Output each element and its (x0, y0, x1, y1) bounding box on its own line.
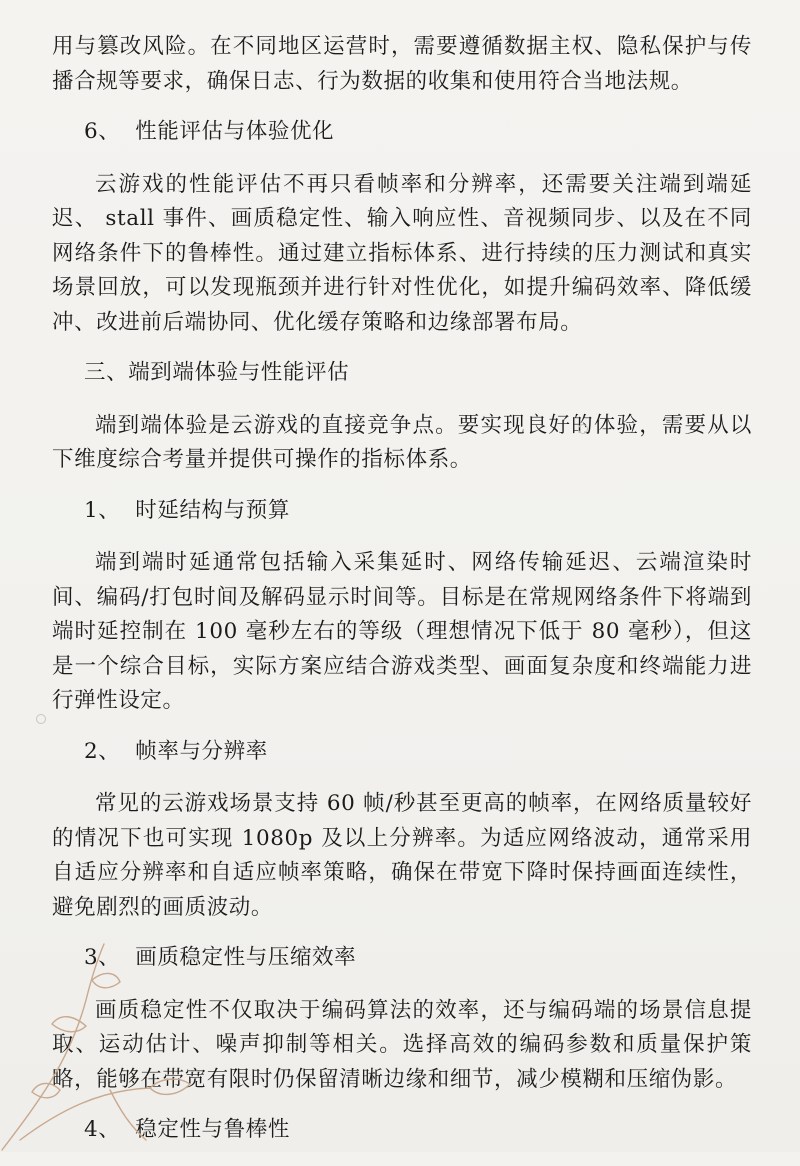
section-heading: 2、 帧率与分辨率 (84, 738, 268, 764)
section-heading: 3、 画质稳定性与压缩效率 (84, 945, 357, 970)
body-paragraph: 端到端体验是云游戏的直接竞争点。要实现良好的体验，需要从以下维度综合考量并提供可操作的指标体系。 (52, 412, 752, 472)
body-paragraph: 端到端时延通常包括输入采集延时、网络传输延迟、云端渲染时间、编码/打包时间及解码显示时间等。目标是在常规网络条件下将端到端时延控制在 100 毫秒左右的等级（理想情况下低于 80 毫秒），但这是一个综合目标，实际方案应结合游戏类型、画面复杂度和终端能力进行弹性设定。 (52, 550, 752, 713)
decorative-dot (36, 714, 46, 724)
body-paragraph: 用与篡改风险。在不同地区运营时，需要遵循数据主权、隐私保护与传播合规等要求，确保日志、行为数据的收集和使用符合当地法规。 (52, 34, 752, 94)
decorative-vine-icon (0, 940, 220, 1152)
section-heading: 1、 时延结构与预算 (84, 497, 290, 523)
body-paragraph: 常见的云游戏场景支持 60 帧/秒甚至更高的帧率，在网络质量较好的情况下也可实现 1080p 及以上分辨率。为适应网络波动，通常采用自适应分辨率和自适应帧率策略，确保在带宽下降时保持画面连续性，避免剧烈的画质波动。 (52, 791, 752, 920)
section-heading: 三、端到端体验与性能评估 (84, 360, 350, 385)
decorative-dot (578, 424, 588, 434)
body-paragraph: 画质稳定性不仅取决于编码算法的效率，还与编码端的场景信息提取、运动估计、噪声抑制等相关。选择高效的编码参数和质量保护策略，能够在带宽有限时仍保留清晰边缘和细节，减少模糊和压缩伪影。 (52, 997, 752, 1092)
section-heading: 6、 性能评估与体验优化 (84, 119, 335, 144)
section-heading: 4、 稳定性与鲁棒性 (84, 1117, 290, 1142)
body-paragraph: 云游戏的性能评估不再只看帧率和分辨率，还需要关注端到端延迟、 stall 事件、画质稳定性、输入响应性、音视频同步、以及在不同网络条件下的鲁棒性。通过建立指标体系、进行持续的压力测试和真实场景回放，可以发现瓶颈并进行针对性优化，如提升编码效率、降低缓冲、改进前后端协同、优化缓存策略和边缘部署布局。 (52, 171, 752, 335)
